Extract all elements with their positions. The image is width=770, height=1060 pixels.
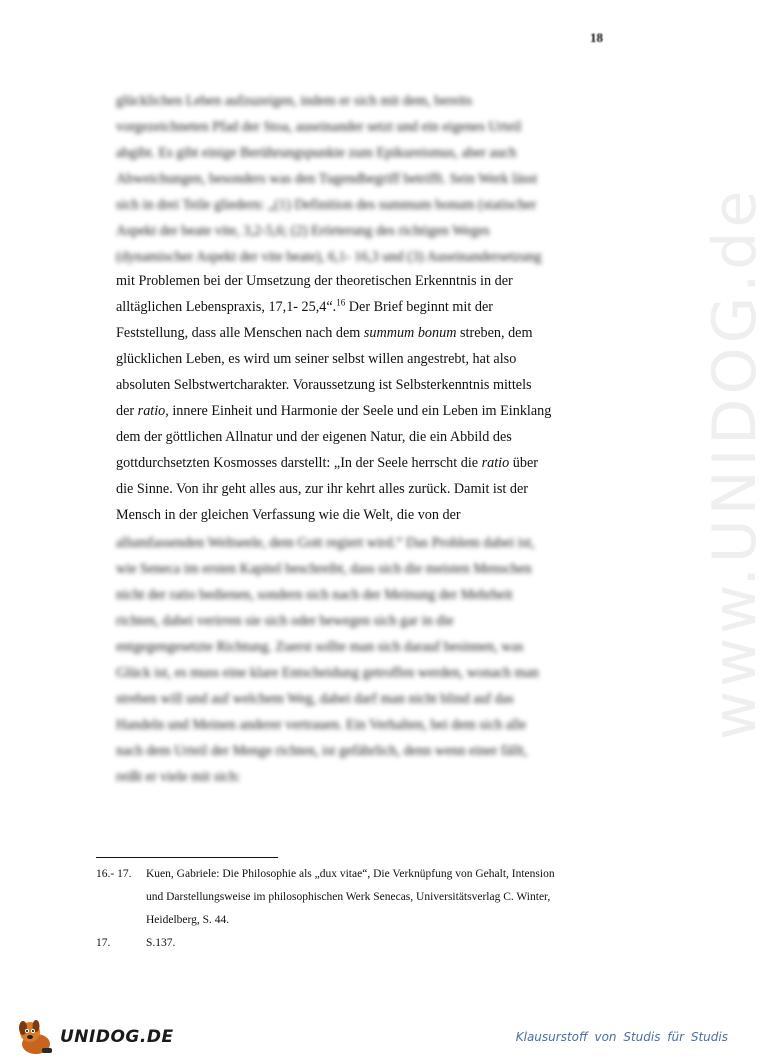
- blurred-line: Glück ist, es muss eine klare Entscheidung getroffen werden, wonach man: [116, 665, 539, 681]
- blurred-line: glücklichen Leben aufzuzeigen, indem er sich mit dem, bereits: [116, 93, 473, 109]
- main-text: [116, 268, 616, 528]
- page-number: 18: [590, 30, 603, 45]
- footnote-text: [146, 863, 616, 932]
- unidog-logo[interactable]: [14, 1018, 174, 1056]
- blurred-line: reißt er viele mit sich:: [116, 769, 241, 785]
- text-span: gottdurchsetzten Kosmosses darstellt: „In der Seele herrscht die: [116, 455, 482, 471]
- text-span: über: [509, 455, 538, 471]
- footnote-line: Kuen, Gabriele: Die Philosophie als „dux vitae“, Die Verknüpfung von Gehalt, Intension: [146, 868, 555, 880]
- text-span: Der Brief beginnt mit der: [345, 299, 493, 315]
- text-line: [116, 320, 616, 346]
- text-line: absoluten Selbstwertcharakter. Voraussetzung ist Selbsterkenntnis mittels: [116, 377, 532, 393]
- blurred-line: sich in drei Teile gliedern: „(1) Definition des summum bonum (statischer: [116, 197, 537, 213]
- blurred-line: vorgezeichneten Pfad der Stoa, auseinander setzt und ein eigenes Urteil: [116, 119, 522, 135]
- dog-mascot-icon: [14, 1018, 58, 1056]
- text-line: Mensch in der gleichen Verfassung wie die Welt, die von der: [116, 507, 461, 523]
- blurred-line: streben will und auf welchem Weg, dabei darf man nicht blind auf das: [116, 691, 514, 707]
- emphasis: summum bonum: [363, 325, 457, 341]
- blurred-line: nach dem Urteil der Menge richten, ist gefährlich, denn wenn einer fällt,: [116, 743, 528, 759]
- blurred-line: Abweichungen, besonders was den Tugendbegriff betrifft. Sein Werk lässt: [116, 171, 538, 187]
- emphasis: ratio: [481, 455, 510, 471]
- text-line: [116, 398, 616, 424]
- blurred-line: nicht der ratio bedienen, sondern sich nach der Meinung der Mehrheit: [116, 587, 513, 603]
- blurred-line: entgegengesetzte Richtung. Zuerst sollte man sich darauf besinnen, was: [116, 639, 524, 655]
- text-line: dem der göttlichen Allnatur und der eigenen Natur, die ein Abbild des: [116, 429, 512, 445]
- blurred-text-top: [116, 88, 616, 270]
- tagline: Klausurstoff von Studis für Studis: [515, 1030, 728, 1044]
- blurred-line: richten, dabei verirren sie sich oder bewegen sich gar in die: [116, 613, 454, 629]
- blurred-line: Handeln und Meinen anderer vertrauen. Ein Verhalten, bei dem sich alle: [116, 717, 527, 733]
- blurred-line: (dynamischer Aspekt der vite beate), 6,1- 16,3 und (3) Auseinandersetzung: [116, 249, 542, 265]
- text-span: alltäglichen Lebenspraxis, 17,1- 25,4“.: [116, 299, 337, 315]
- footnote-ref-16: 16: [336, 297, 346, 308]
- text-span: der: [116, 403, 138, 419]
- text-line: [116, 294, 616, 320]
- footnote-line: S.137.: [146, 937, 176, 949]
- text-span: Feststellung, dass alle Menschen nach dem: [116, 325, 364, 341]
- footnote: [96, 932, 616, 955]
- footnote-number: 17.: [96, 937, 111, 949]
- emphasis: ratio,: [137, 403, 169, 419]
- text-line: die Sinne. Von ihr geht alles aus, zur ihr kehrt alles zurück. Damit ist der: [116, 481, 528, 497]
- footnote-line: Heidelberg, S. 44.: [146, 914, 230, 926]
- text-line: [116, 450, 616, 476]
- blurred-line: wie Seneca im ersten Kapitel beschreibt, dass sich die meisten Menschen: [116, 561, 532, 577]
- logo-text: UNIDOG.DE: [60, 1027, 174, 1047]
- footnote-rule: [96, 857, 278, 858]
- footnote: [96, 863, 616, 932]
- footnotes: [96, 863, 616, 955]
- text-span: streben, dem: [456, 325, 533, 341]
- blurred-line: abgibt. Es gibt einige Berührungspunkte zum Epikureismus, aber auch: [116, 145, 517, 161]
- watermark: www.UNIDOG.de: [700, 186, 770, 740]
- text-line: mit Problemen bei der Umsetzung der theoretischen Erkenntnis in der: [116, 273, 513, 289]
- text-line: glücklichen Leben, es wird um seiner selbst willen angestrebt, hat also: [116, 351, 517, 367]
- footnote-text: [146, 932, 616, 955]
- blurred-line: Aspekt der beate vite, 3,2-5,6; (2) Erörterung des richtigen Weges: [116, 223, 490, 239]
- footnote-number: 16.- 17.: [96, 868, 132, 880]
- blurred-text-bottom: [116, 530, 616, 790]
- footnote-line: und Darstellungsweise im philosophischen Werk Senecas, Universitätsverlag C. Winter,: [146, 891, 551, 903]
- text-span: innere Einheit und Harmonie der Seele und ein Leben im Einklang: [168, 403, 552, 419]
- blurred-line: allumfassenden Weltseele, dem Gott regiert wird.“ Das Problem dabei ist,: [116, 535, 535, 551]
